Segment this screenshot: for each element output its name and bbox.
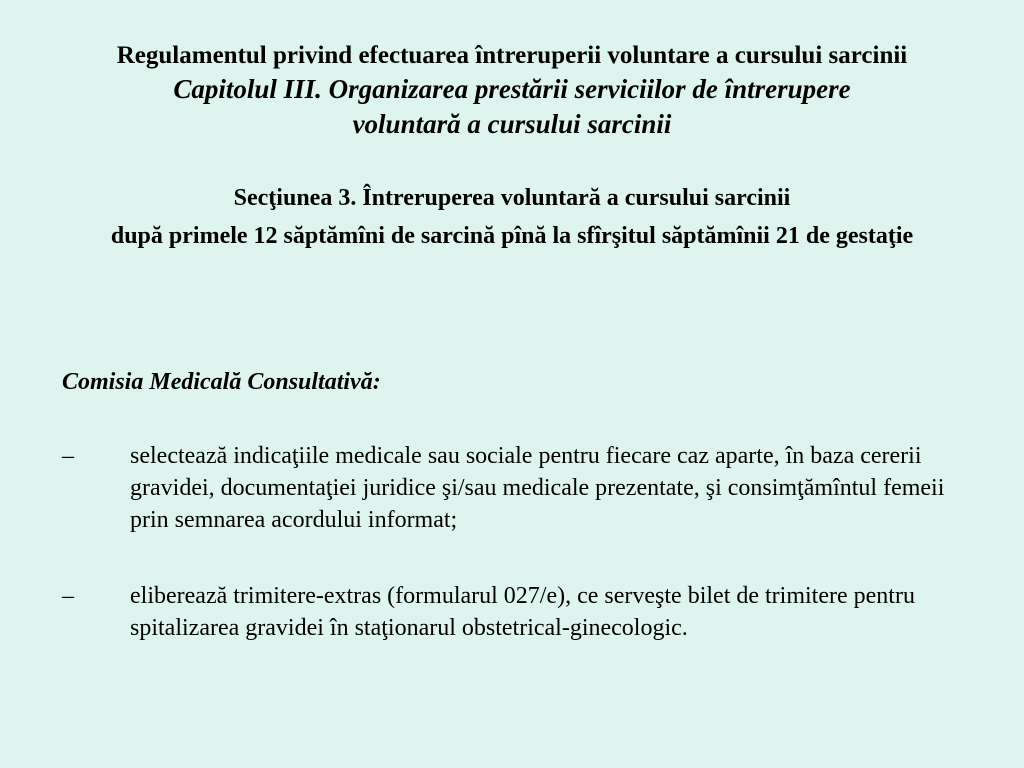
bullet-list [62, 440, 962, 644]
section-heading [60, 183, 964, 251]
section-heading-line-1: Secţiunea 3. Întreruperea voluntară a cursului sarcinii [233, 185, 791, 211]
bullet-dash: – [62, 583, 74, 609]
bullet-dash: – [62, 443, 74, 469]
commission-heading: Comisia Medicală Consultativă: [62, 369, 381, 395]
chapter-heading-line-1: Capitolul III. Organizarea prestării serviciilor de întrerupere [173, 74, 851, 104]
chapter-heading-line-2: voluntară a cursului sarcinii [352, 109, 672, 139]
bullet-text: eliberează trimitere-extras (formularul 027/e), ce serveşte bilet de trimitere pentru spitalizarea gravidei în staţionarul obstetrical-ginecologic. [130, 583, 915, 641]
bullet-text: selectează indicaţiile medicale sau sociale pentru fiecare caz aparte, în baza cererii gravidei, documentaţiei juridice şi/sau medicale prezentate, şi consimţămîntul femeii prin semnarea acordului informat; [130, 443, 945, 533]
list-item [62, 440, 962, 536]
slide-title: Regulamentul privind efectuarea întreruperii voluntare a cursului sarcinii [116, 42, 908, 69]
title-block [40, 40, 984, 142]
section-heading-line-2: după primele 12 săptămîni de sarcină pînă la sfîrşitul săptămînii 21 de gestaţie [110, 223, 914, 249]
list-item [62, 580, 962, 644]
